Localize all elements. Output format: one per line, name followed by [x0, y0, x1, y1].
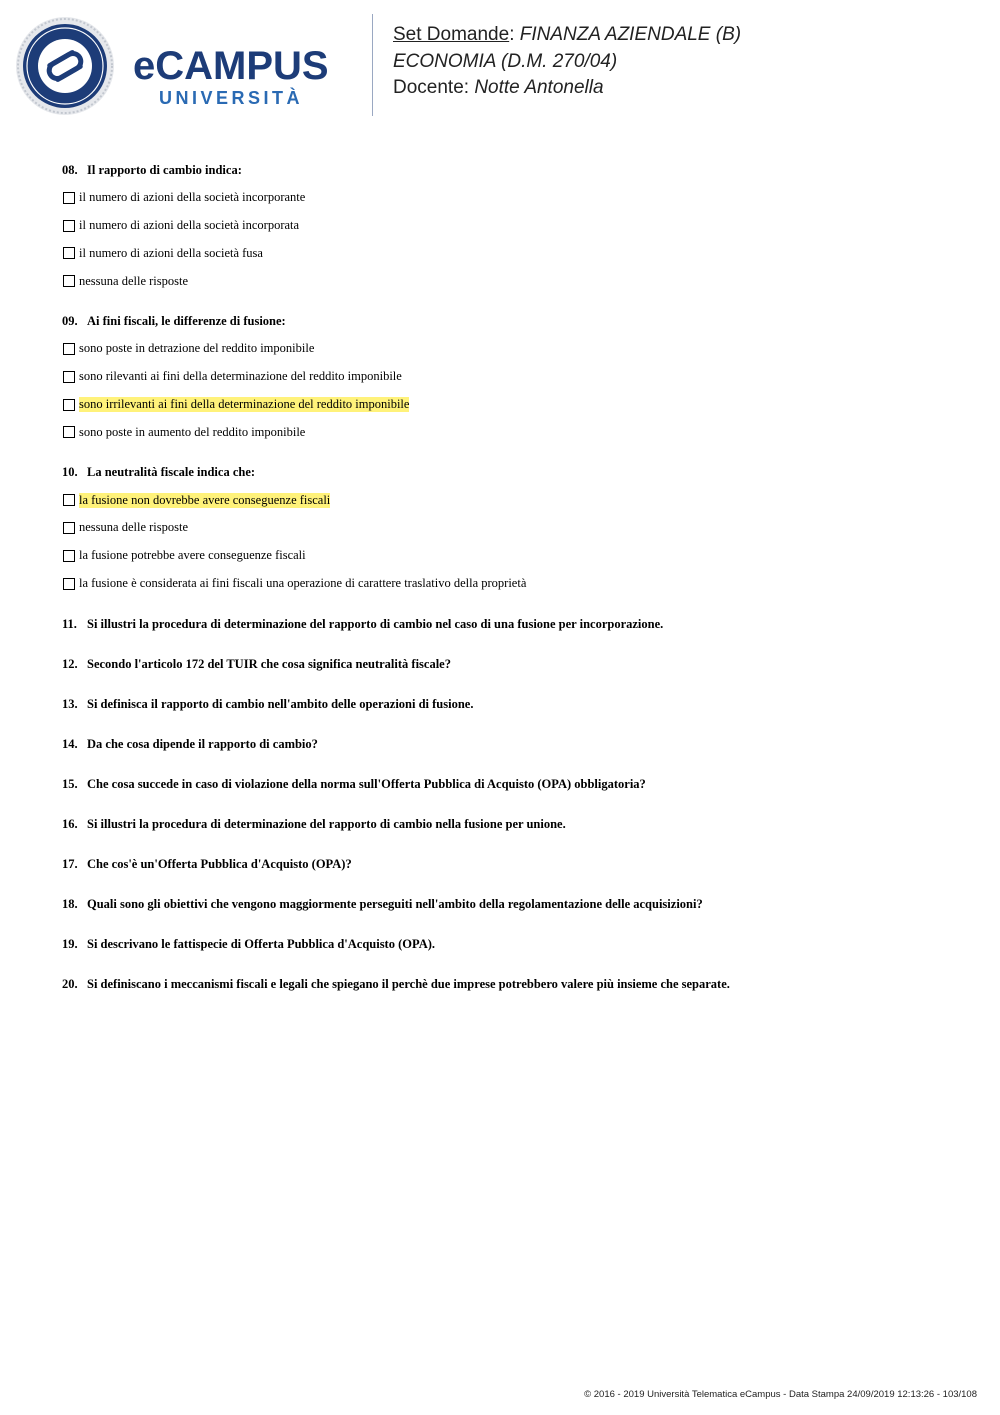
checkbox-icon[interactable]	[63, 494, 75, 506]
brand-name: eCAMPUS	[133, 44, 329, 88]
ecampus-wordmark	[133, 46, 358, 112]
answer-option-highlighted[interactable]: la fusione non dovrebbe avere conseguenze fiscali	[62, 491, 962, 509]
open-question-15: 15. Che cosa succede in caso di violazione della norma sull'Offerta Pubblica di Acquisto (OPA) obbligatoria?	[62, 776, 646, 791]
open-question-16: 16. Si illustri la procedura di determinazione del rapporto di cambio nella fusione per unione.	[62, 816, 566, 831]
ecampus-seal-logo	[15, 16, 115, 116]
open-question-11: 11. Si illustri la procedura di determinazione del rapporto di cambio nel caso di una fusione per incorporazione.	[62, 616, 664, 631]
open-question-18: 18. Quali sono gli obiettivi che vengono maggiormente perseguiti nell'ambito della regolamentazione delle acquisizioni?	[62, 896, 703, 911]
teacher-name: Notte Antonella	[474, 77, 604, 98]
checkbox-icon[interactable]	[63, 550, 75, 562]
open-question-13: 13. Si definisca il rapporto di cambio nell'ambito delle operazioni di fusione.	[62, 696, 474, 711]
set-label: Set Domande	[393, 24, 510, 45]
teacher-label: Docente:	[393, 77, 470, 98]
checkbox-icon[interactable]	[63, 578, 75, 590]
checkbox-icon[interactable]	[63, 192, 75, 204]
open-question-12: 12. Secondo l'articolo 172 del TUIR che cosa significa neutralità fiscale?	[62, 656, 451, 671]
header-info	[393, 22, 741, 102]
checkbox-icon[interactable]	[63, 399, 75, 411]
answer-option[interactable]: sono rilevanti ai fini della determinazione del reddito imponibile	[62, 368, 962, 386]
question-title: 10. La neutralità fiscale indica che:	[62, 465, 256, 480]
answer-option[interactable]: il numero di azioni della società fusa	[62, 244, 962, 262]
answer-option[interactable]: il numero di azioni della società incorporata	[62, 217, 962, 235]
question-list	[62, 161, 962, 1015]
answer-option[interactable]: sono poste in detrazione del reddito imponibile	[62, 340, 962, 358]
answer-option-highlighted[interactable]: sono irrilevanti ai fini della determinazione del reddito imponibile	[62, 396, 962, 414]
course-line: Set Domande: FINANZA AZIENDALE (B)	[393, 24, 742, 45]
checkbox-icon[interactable]	[63, 426, 75, 438]
teacher-line	[393, 75, 741, 102]
checkbox-icon[interactable]	[63, 522, 75, 534]
question-title: 08. Il rapporto di cambio indica:	[62, 163, 242, 177]
open-question-17: 17. Che cos'è un'Offerta Pubblica d'Acquisto (OPA)?	[62, 856, 352, 871]
degree-name: ECONOMIA (D.M. 270/04)	[393, 50, 618, 72]
answer-option[interactable]: la fusione potrebbe avere conseguenze fiscali	[62, 547, 962, 565]
page-footer: © 2016 - 2019 Università Telematica eCampus - Data Stampa 24/09/2019 12:13:26 - 103/108	[584, 1389, 977, 1400]
brand-subtitle: UNIVERSITÀ	[159, 88, 304, 108]
header-divider	[372, 14, 373, 116]
degree-line	[393, 49, 741, 76]
answer-option[interactable]: nessuna delle risposte	[62, 272, 962, 290]
checkbox-icon[interactable]	[63, 343, 75, 355]
open-question-14: 14. Da che cosa dipende il rapporto di cambio?	[62, 736, 318, 751]
open-question-20: 20. Si definiscano i meccanismi fiscali e legali che spiegano il perchè due imprese potrebbero valere più insieme che separate.	[62, 976, 730, 991]
open-question-19: 19. Si descrivano le fattispecie di Offerta Pubblica d'Acquisto (OPA).	[62, 936, 436, 951]
answer-option[interactable]: la fusione è considerata ai fini fiscali una operazione di carattere traslativo della proprietà	[62, 575, 962, 593]
checkbox-icon[interactable]	[63, 220, 75, 232]
answer-option[interactable]: sono poste in aumento del reddito imponibile	[62, 423, 962, 441]
answer-option[interactable]: il numero di azioni della società incorporante	[62, 189, 962, 207]
course-name: FINANZA AZIENDALE (B)	[519, 24, 742, 45]
answer-option[interactable]: nessuna delle risposte	[62, 519, 962, 537]
question-08	[62, 161, 962, 290]
checkbox-icon[interactable]	[63, 275, 75, 287]
question-10	[62, 463, 962, 592]
checkbox-icon[interactable]	[63, 371, 75, 383]
question-09	[62, 312, 962, 441]
question-title: 09. Ai fini fiscali, le differenze di fusione:	[62, 314, 286, 329]
checkbox-icon[interactable]	[63, 247, 75, 259]
